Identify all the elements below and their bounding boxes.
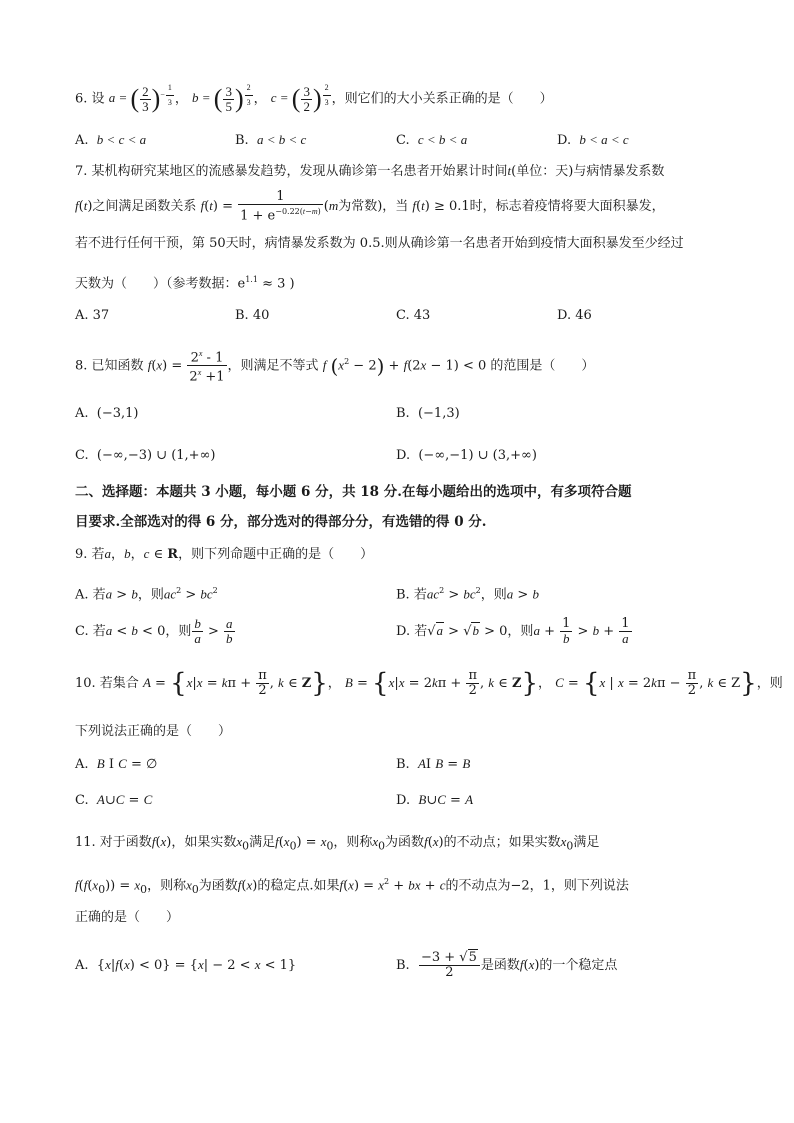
q7-option-b[interactable]: B. 40 — [235, 308, 270, 323]
q7-line2: f(t)之间满足函数关系 f(t) = $\frac{1}{1 + e^{-0.22(t-m)}}$ (m为常数)，当 f(t) ≥ 0.1时，标志着疫情将要大面积暴发， — [75, 189, 665, 224]
q11-option-b[interactable]: B. $\frac{-3 + √5}{2}$ 是函数f(x)的一个稳定点 — [396, 950, 618, 980]
q10-stem: 10. 若集合 A = {x|x = kπ + $\frac{\pi}{2}$ , k ∈ Z}， B = {x|x = 2kπ + $\frac{\pi}{2}$ , k ∈ Z}， C = {x | x = 2kπ − $\frac{\pi}{2}$ , k ∈ Z}，则 — [75, 668, 783, 699]
section2-heading-line2: 目要求.全部选对的得 6 分，部分选对的得部分分，有选错的得 0 分. — [75, 514, 487, 530]
q9-stem: 9. 若a，b，c ∈ R，则下列命题中正确的是（ ） — [75, 546, 374, 562]
q6-option-d[interactable]: D. b < a < c — [557, 132, 629, 148]
q8-option-a[interactable]: A. (−3,1) — [75, 406, 139, 421]
q6-b-expr: b = ( $\frac{3}{5}$ ) $^{\frac{2}{3}}$ — [191, 82, 251, 114]
q6-a-expr: a = ( $\frac{2}{3}$ )$^{- \frac{1}{3}}$ — [108, 82, 172, 114]
q10-option-d[interactable]: D. B∪C = A — [396, 792, 474, 808]
q8-option-c[interactable]: C. (−∞,−3) ∪ (1,+∞) — [75, 448, 216, 463]
q8-option-d[interactable]: D. (−∞,−1) ∪ (3,+∞) — [396, 448, 537, 463]
q7-line1: 7. 某机构研究某地区的流感暴发趋势，发现从确诊第一名患者开始累计时间t(单位：天)与病情暴发系数 — [75, 163, 665, 179]
q10-option-c[interactable]: C. A∪C = C — [75, 792, 153, 808]
section2-heading-line1: 二、选择题：本题共 3 小题，每小题 6 分，共 18 分.在每小题给出的选项中，有多项符合题 — [75, 484, 632, 500]
q9-option-d[interactable]: D. 若√a > √b > 0，则a + $\frac{1}{b}$ > b + $\frac{1}{a}$ — [396, 616, 630, 646]
q11-line3: 正确的是（ ） — [75, 910, 180, 925]
q8-function-fraction: $\frac{2^x - 1}{2^x +1}$ — [189, 349, 225, 385]
q9-option-c[interactable]: C. 若a < b < 0，则 $\frac{b}{a}$ > $\frac{a}{b}$ — [75, 616, 233, 646]
q9-option-a[interactable]: A. 若a > b，则$ac^2 > bc^2$ — [75, 586, 218, 603]
q11-line1: 11. 对于函数f(x)，如果实数$x_0$满足$f(x_0) = x_0$，则称$x_0$为函数f(x)的不动点；如果实数$x_0$满足 — [75, 834, 600, 853]
q6-option-a[interactable]: A. b < c < a — [75, 132, 147, 148]
q11-option-a[interactable]: A. {x|f(x) < 0} = {x| − 2 < x < 1} — [75, 957, 297, 973]
q6-stem: 6. 设 a = ( $\frac{2}{3}$ )$^{- \frac{1}{3}}$ ， b = ( $\frac{3}{5}$ ) $^{\frac{2}{3}}$ ， c = ( $\frac{3}{2}$ ) $^{\frac{2}{3}}$ ，则它们的大小关系正确的是（ ） — [75, 82, 553, 114]
q7-function-fraction: $\frac{1}{1 + e^{-0.22(t-m)}}$ — [240, 189, 321, 224]
q7-line4: 天数为（ ）（参考数据：$e^{1.1} \approx 3$ ) — [75, 275, 295, 292]
q10-option-b[interactable]: B. AI B = B — [396, 756, 471, 772]
q10-line2: 下列说法正确的是（ ） — [75, 724, 232, 739]
q7-option-d[interactable]: D. 46 — [557, 308, 592, 323]
q7-line3: 若不进行任何干预，第 50天时，病情暴发系数为 0.5.则从确诊第一名患者开始到疫情大面积暴发至少经过 — [75, 236, 684, 251]
q6-option-b[interactable]: B. a < b < c — [235, 132, 307, 148]
q8-stem: 8. 已知函数 f(x) = $\frac{2^x - 1}{2^x +1}$ ，则满足不等式 f $(x^2 - 2) + f(2x - 1) < 0$ 的范围是（ ） — [75, 349, 595, 385]
q11-line2: $f(f(x_0)) = x_0$，则称$x_0$为函数f(x)的稳定点.如果$f(x) = x^2$ + bx + c的不动点为−2，1，则下列说法 — [75, 877, 629, 896]
q9-option-b[interactable]: B. 若$ac^2 > bc^2$，则a > b — [396, 586, 539, 603]
q6-c-expr: c = ( $\frac{3}{2}$ ) $^{\frac{2}{3}}$ — [270, 82, 329, 114]
q8-option-b[interactable]: B. (−1,3) — [396, 406, 460, 421]
q6-option-c[interactable]: C. c < b < a — [396, 132, 468, 148]
q10-option-a[interactable]: A. B I C = ∅ — [75, 756, 158, 772]
q7-option-a[interactable]: A. 37 — [75, 308, 110, 323]
q7-option-c[interactable]: C. 43 — [396, 308, 431, 323]
